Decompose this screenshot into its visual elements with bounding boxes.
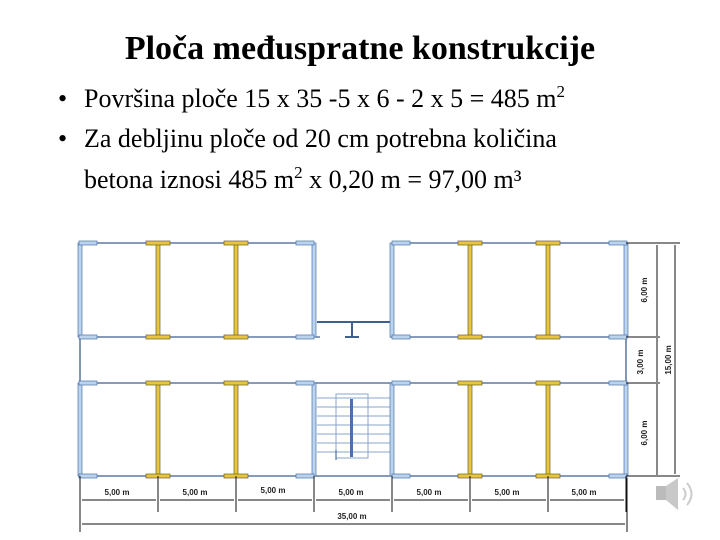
bullet-text: betona iznosi 485 m xyxy=(84,165,295,194)
total-depth-label: 15,00 m xyxy=(664,345,673,375)
superscript: 2 xyxy=(294,163,303,182)
wall-flange xyxy=(296,335,314,339)
room-depth-top-label: 6,00 m xyxy=(640,277,649,303)
beam-flange xyxy=(536,335,560,339)
wall-flange xyxy=(392,241,410,245)
superscript: 2 xyxy=(556,82,566,101)
speaker-icon[interactable] xyxy=(656,478,692,510)
beam-flange xyxy=(224,241,248,245)
beam-flange xyxy=(458,241,482,245)
span-label: 5,00 m xyxy=(571,488,597,497)
wall-flange xyxy=(392,381,410,385)
span-label: 5,00 m xyxy=(260,486,286,495)
total-width-label: 35,00 m xyxy=(337,512,367,521)
beam-flange xyxy=(458,335,482,339)
beam-web xyxy=(546,383,550,476)
wall-flange xyxy=(392,335,410,339)
beam-web xyxy=(156,243,160,337)
wall-web xyxy=(312,243,316,337)
beam-flange xyxy=(224,381,248,385)
stair-rail xyxy=(350,399,353,457)
bullet-text: Površina ploče 15 x 35 -5 x 6 - 2 x 5 = 485 m xyxy=(84,84,557,113)
span-label: 5,00 m xyxy=(104,488,130,497)
span-labels xyxy=(105,278,673,521)
bullet-text-cont: x 0,20 m = 97,00 m³ xyxy=(302,165,522,194)
wall-flange xyxy=(79,335,97,339)
beam-web xyxy=(468,383,472,476)
span-label: 5,00 m xyxy=(494,488,520,497)
wall-web xyxy=(78,243,82,337)
wall-flange xyxy=(79,241,97,245)
beam-flange xyxy=(146,335,170,339)
bullet-text: Za debljinu ploče od 20 cm potrebna količina xyxy=(84,124,557,153)
wall-web xyxy=(390,243,394,337)
bullet-dot: • xyxy=(58,84,68,113)
wall-flange xyxy=(392,474,410,478)
wall-flange xyxy=(296,474,314,478)
beam-flange xyxy=(458,381,482,385)
corridor-width-label: 3,00 m xyxy=(636,349,645,375)
wall-web xyxy=(390,383,394,476)
wall-web xyxy=(78,383,82,476)
slide-title: Ploča međuspratne konstrukcije xyxy=(124,30,596,67)
beam-web xyxy=(468,243,472,337)
beam-web xyxy=(546,243,550,337)
wall-flange xyxy=(609,474,627,478)
beam-web xyxy=(234,243,238,337)
room-depth-bottom-label: 6,00 m xyxy=(640,420,649,446)
wall-flange xyxy=(609,241,627,245)
wall-web xyxy=(624,383,628,476)
beam-web xyxy=(234,383,238,476)
beam-web xyxy=(156,383,160,476)
beam-flange xyxy=(536,241,560,245)
wall-web xyxy=(624,243,628,337)
bullet-dot: • xyxy=(58,124,68,153)
wall-flange xyxy=(609,381,627,385)
beam-flange xyxy=(224,335,248,339)
span-label: 5,00 m xyxy=(338,488,364,497)
span-label: 5,00 m xyxy=(416,488,442,497)
wall-flange xyxy=(296,241,314,245)
beam-flange xyxy=(536,381,560,385)
beam-flange xyxy=(146,241,170,245)
wall-flange xyxy=(609,335,627,339)
beam-flange xyxy=(146,381,170,385)
wall-flange xyxy=(79,381,97,385)
wall-web xyxy=(312,383,316,476)
wall-flange xyxy=(79,474,97,478)
span-label: 5,00 m xyxy=(182,488,208,497)
wall-flange xyxy=(296,381,314,385)
